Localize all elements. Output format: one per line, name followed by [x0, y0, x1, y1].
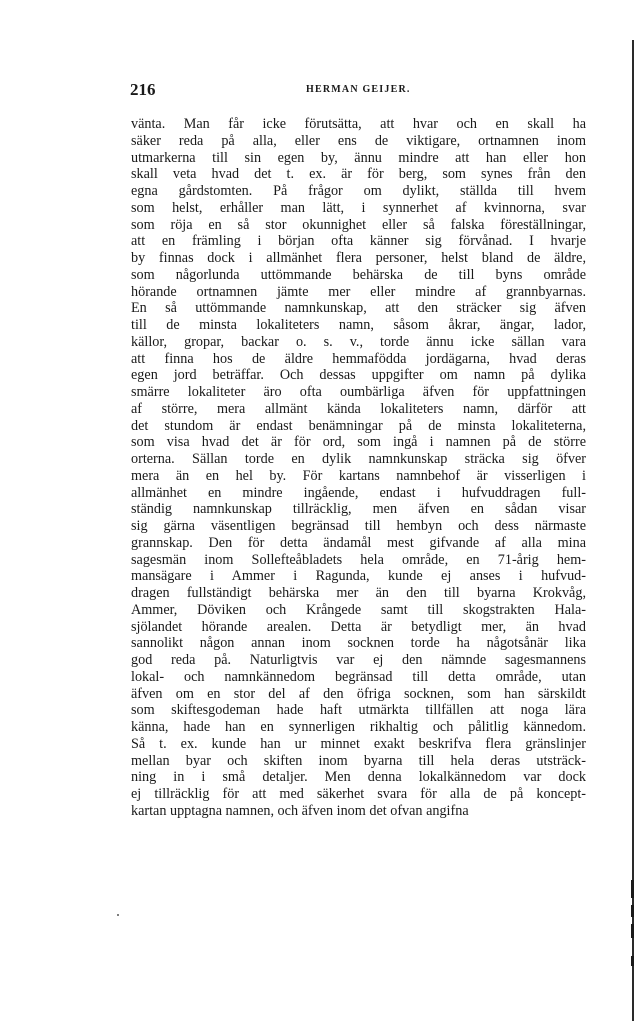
text-line: vänta. Man får icke förutsätta, att hvar och en skall ha: [131, 116, 586, 132]
text-line: ej tillräcklig för att med säkerhet svara för alla de på koncept-: [131, 786, 586, 802]
text-line: att en främling i början ofta känner sig förvånad. I hvarje: [131, 233, 586, 250]
text-line: egna gårdstomten. På frågor om dylikt, ställda till hvem: [131, 183, 586, 199]
running-head: HERMAN GEIJER.: [306, 84, 411, 95]
text-line: sannolikt någon annan inom socknen torde ha någotsånär lika: [131, 635, 586, 652]
text-line: mera än en hel by. För kartans namnbehof är visserligen i: [131, 467, 586, 484]
text-line: En så uttömmande namnkunskap, att den sträcker sig äfven: [131, 300, 586, 317]
text-line: sig gärna väsentligen begränsad till hembyn och dess närmaste: [131, 518, 586, 534]
text-line: kartan upptagna namnen, och äfven inom det ofvan angifna: [131, 802, 469, 819]
text-line: sjölandet hörande arealen. Detta är betydligt mer, än hvad: [131, 618, 586, 635]
text-line: hörande ortnamnen jämte mer eller mindre af grannbyarnas.: [131, 283, 586, 300]
stray-dot: [117, 914, 119, 916]
text-line: som visa hvad det är för ord, som ingå i namnen på de större: [131, 434, 586, 451]
page-number: 216: [130, 80, 156, 99]
text-line: som röja en så stor okunnighet eller så falska föreställningar,: [131, 216, 586, 233]
page-header: [130, 80, 586, 102]
body-text: [131, 116, 586, 820]
text-line: som någorlunda uttömmande behärska de till byns område: [131, 266, 586, 283]
text-line: ning in i små detaljer. Men denna lokalkännedom var dock: [131, 769, 586, 786]
text-line: lokal- och namnkännedom begränsad till detta område, utan: [131, 668, 586, 685]
text-line: orterna. Sällan torde en dylik namnkunskap sträcka sig öfver: [131, 451, 586, 467]
page-edge-mark: [631, 956, 634, 966]
text-line: ständig namnkunskap tillräcklig, men äfven en sådan visar: [131, 501, 586, 518]
text-line: källor, gropar, backar o. s. v., torde ännu icke sällan vara: [131, 333, 586, 350]
text-line: dragen fullständigt behärska mer än den till byarna Krokvåg,: [131, 585, 586, 601]
text-line: som helst, erhåller man lätt, i synnerhet af kvinnorna, svar: [131, 199, 586, 216]
text-line: äfven om en stor del af den öfriga socknen, som han särskildt: [131, 685, 586, 702]
page-edge-mark: [631, 905, 634, 917]
text-line: mansägare i Ammer i Ragunda, kunde ej anses i hufvud-: [131, 568, 586, 585]
text-line: säker reda på alla, eller ens de viktigare, ortnamnen inom: [131, 132, 586, 149]
page-edge-mark: [631, 880, 634, 898]
text-line: Ammer, Döviken och Krångede samt till skogstrakten Hala-: [131, 601, 586, 618]
text-line: Så t. ex. kunde han ur minnet exakt beskrifva flera gränslinjer: [131, 735, 586, 752]
text-line: skall veta hvad det t. ex. är för berg, som synes från den: [131, 166, 586, 183]
page-edge-mark: [631, 924, 634, 938]
text-line: att finna hos de äldre hemmafödda jordägarna, hvad deras: [131, 350, 586, 367]
text-line: som skiftesgodeman hade haft utmärkta tillfällen att noga lära: [131, 702, 586, 719]
text-line: känna, hade han en synnerligen rikhaltig och pålitlig kännedom.: [131, 719, 586, 735]
page-edge-rule: [632, 40, 634, 1021]
text-line: utmarkerna till sin egen by, ännu mindre att han eller hon: [131, 149, 586, 166]
text-line: grannskap. Den för detta ändamål mest gifvande af alla mina: [131, 534, 586, 551]
text-line: allmänhet en mindre ingående, endast i hufvuddragen full-: [131, 484, 586, 501]
text-line: det stundom är endast benämningar på de minsta lokaliteterna,: [131, 417, 586, 434]
text-line: smärre lokaliteter äro ofta oumbärliga äfven för uppfattningen: [131, 384, 586, 400]
text-line: sagesmän inom Solleftеåbladets hela område, en 71-årig hem-: [131, 551, 586, 568]
text-line: by finnas dock i allmänhet flera personer, helst bland de äldre,: [131, 250, 586, 266]
text-line: af större, mera allmänt kända lokaliteters namn, därför att: [131, 400, 586, 417]
text-line: god reda på. Naturligtvis var ej den nämnde sagesmannens: [131, 652, 586, 668]
text-line: till de minsta lokaliteters namn, såsom åkrar, ängar, lador,: [131, 317, 586, 333]
text-line: mellan byar och skiften inom byarna till hela deras utsträck-: [131, 752, 586, 769]
text-line: egen jord beträffar. Och dessas uppgifter om namn på dylika: [131, 367, 586, 384]
